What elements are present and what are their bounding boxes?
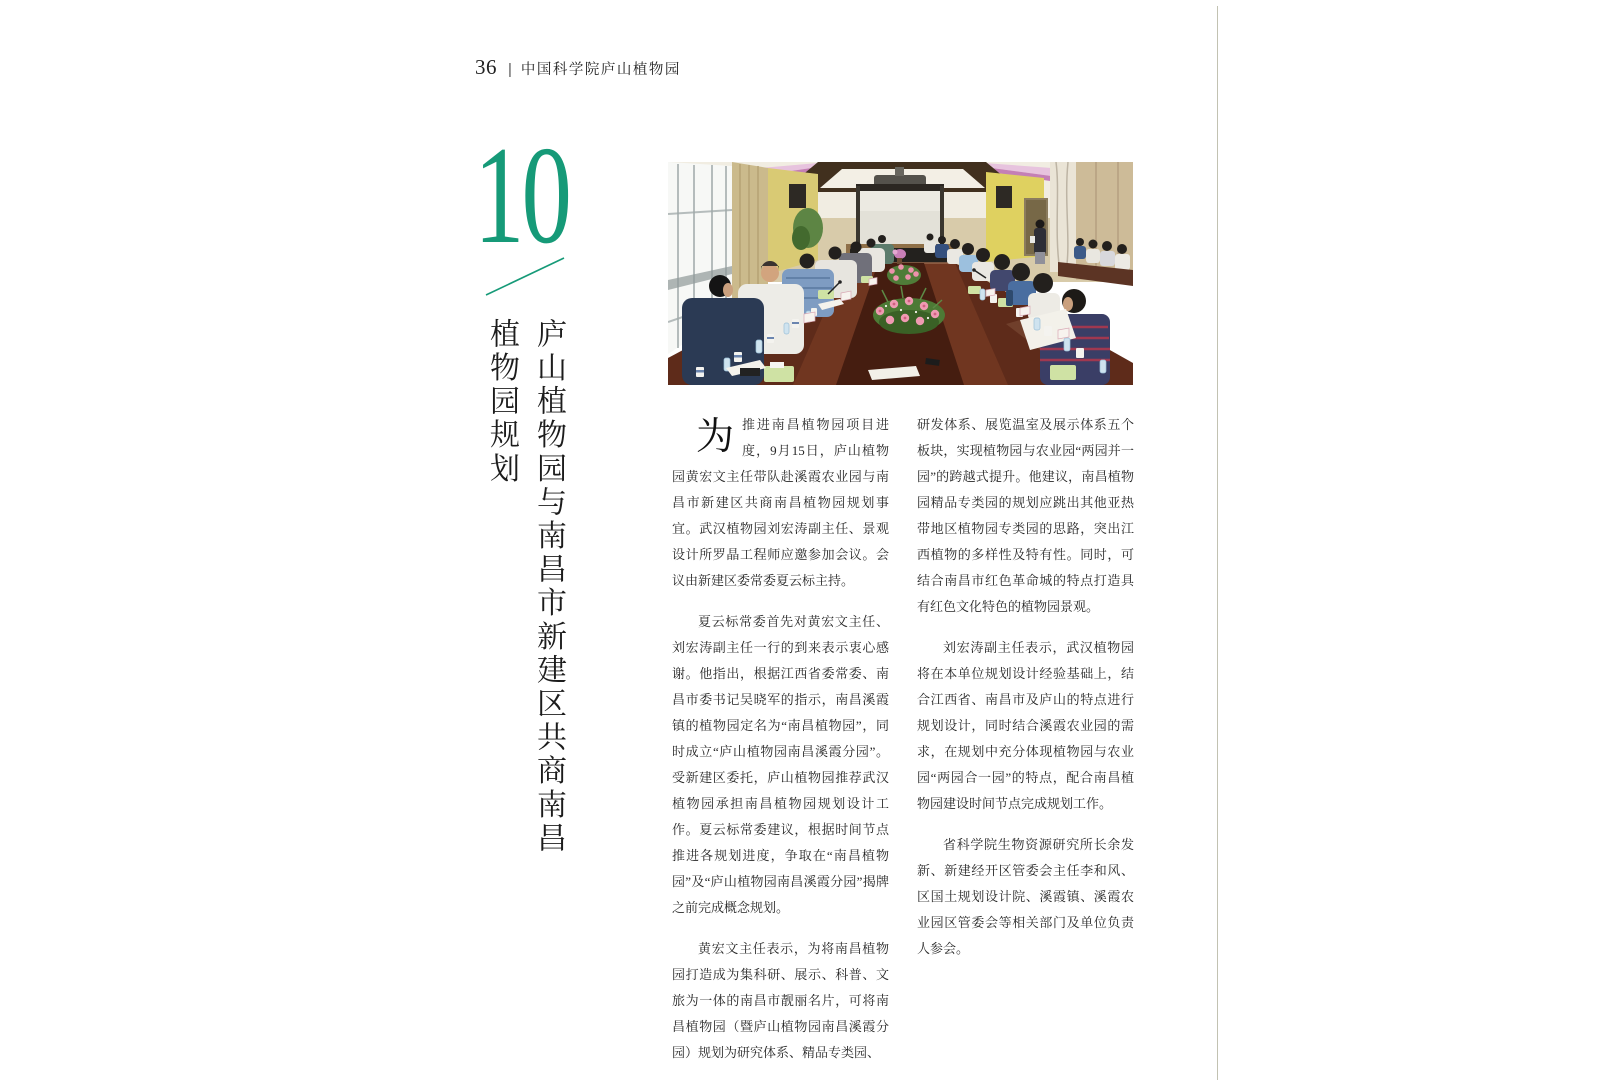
article-column-left — [672, 412, 889, 1081]
section-number: 10 — [474, 118, 570, 273]
page-right-edge-line — [1217, 6, 1218, 1080]
drop-cap: 为 — [696, 416, 735, 458]
magazine-title: 中国科学院庐山植物园 — [520, 62, 681, 78]
article-paragraph: 为推进南昌植物园项目进度，9月15日，庐山植物园黄宏文主任带队赴溪霞农业园与南昌市新建区共商南昌植物园规划事宜。武汉植物园刘宏涛副主任、景观设计所罗晶工程师应邀参加会议。会议由新建区委常委夏云标主持。 — [672, 416, 889, 588]
article-paragraph: 研发体系、展览温室及展示体系五个板块，实现植物园与农业园“两园并一园”的跨越式提升。他建议，南昌植物园精品专类园的规划应跳出其他亚热带地区植物园专类园的思路，突出江西植物的多样性及特有性。同时，可结合南昌市红色革命城的特点打造具有红色文化特色的植物园景观。 — [917, 417, 1134, 614]
running-header — [475, 55, 681, 80]
article-paragraph: 省科学院生物资源研究所长余发新、新建经开区管委会主任李和风、区国土规划设计院、溪霞镇、溪霞农业园区管委会等相关部门及单位负责人参会。 — [917, 837, 1134, 956]
article-title-vertical: 庐山植物园与南昌市新建区共商南昌植物园规划 — [485, 318, 565, 856]
article-body — [672, 412, 1134, 1081]
page-number: 36 — [475, 55, 497, 79]
section-diagonal-line — [480, 250, 570, 302]
header-divider: | — [508, 61, 512, 78]
meeting-photo-illustration — [668, 162, 1133, 385]
article-paragraph: 刘宏涛副主任表示，武汉植物园将在本单位规划设计经验基础上，结合江西省、南昌市及庐山的特点进行规划设计，同时结合溪霞农业园的需求，在规划中充分体现植物园与农业园“两园合一园”的特点，配合南昌植物园建设时间节点完成规划工作。 — [917, 640, 1134, 811]
meeting-photo — [668, 162, 1133, 385]
article-paragraph: 黄宏文主任表示，为将南昌植物园打造成为集科研、展示、科普、文旅为一体的南昌市靓丽名片，可将南昌植物园（暨庐山植物园南昌溪霞分园）规划为研究体系、精品专类园、 — [672, 941, 889, 1060]
article-column-right — [917, 412, 1134, 1081]
article-paragraph: 夏云标常委首先对黄宏文主任、刘宏涛副主任一行的到来表示衷心感谢。他指出，根据江西省委常委、南昌市委书记吴晓军的指示，南昌溪霞镇的植物园定名为“南昌植物园”，同时成立“庐山植物园南昌溪霞分园”。受新建区委托，庐山植物园推荐武汉植物园承担南昌植物园规划设计工作。夏云标常委建议，根据时间节点推进各规划进度，争取在“南昌植物园”及“庐山植物园南昌溪霞分园”揭牌之前完成概念规划。 — [672, 614, 889, 915]
